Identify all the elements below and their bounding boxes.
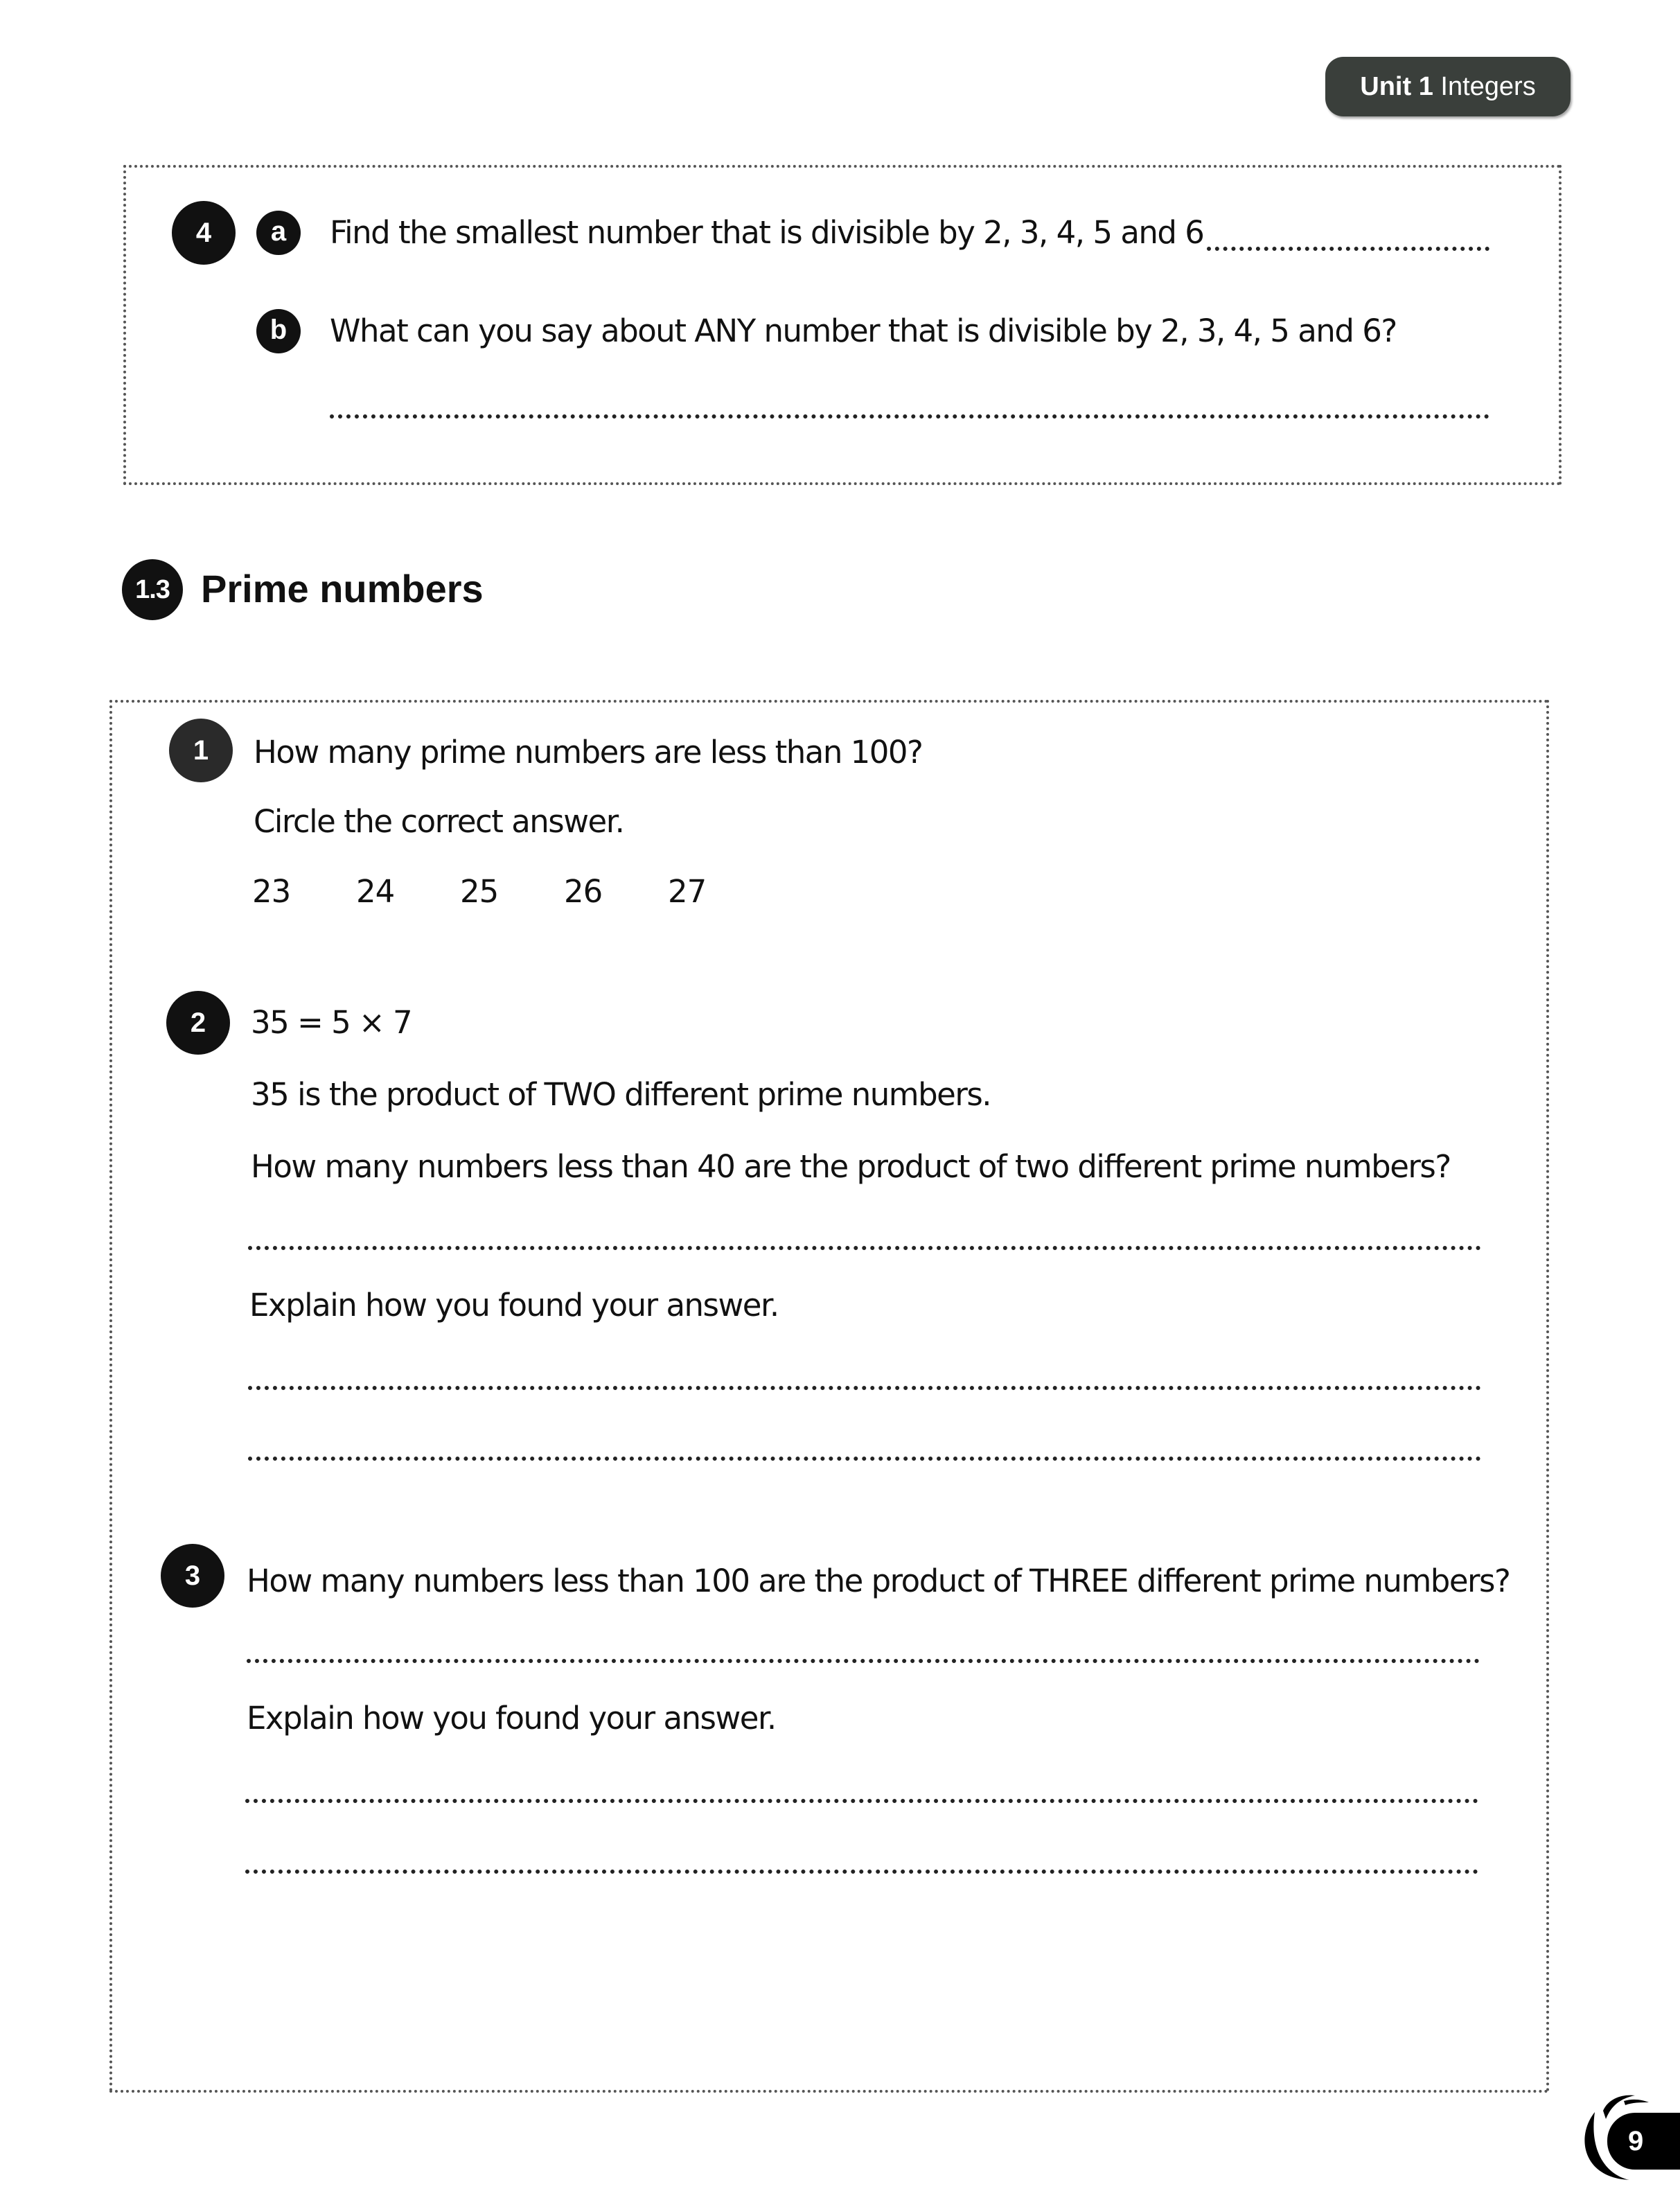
section-number-badge: 1.3	[122, 559, 183, 620]
choice-26[interactable]: 26	[564, 873, 603, 910]
question-3-text: How many numbers less than 100 are the product of THREE different prime numbers?	[247, 1563, 1510, 1599]
explain-line-2a[interactable]	[248, 1386, 1481, 1390]
choice-25[interactable]: 25	[460, 873, 499, 910]
page-number-marker	[1581, 2091, 1680, 2195]
section-title: Prime numbers	[201, 567, 484, 610]
answer-choices	[252, 873, 772, 910]
answer-line-4b[interactable]	[330, 414, 1489, 419]
question-2-statement: 35 is the product of TWO different prime numbers.	[251, 1076, 991, 1113]
question-number-badge: 3	[161, 1544, 224, 1608]
unit-title: Integers	[1440, 72, 1536, 101]
question-number-badge: 4	[172, 201, 236, 265]
question-2-text: How many numbers less than 40 are the product of two different prime numbers?	[251, 1148, 1451, 1185]
unit-header-pill	[1325, 57, 1571, 116]
question-3-explain-prompt: Explain how you found your answer.	[247, 1700, 776, 1736]
answer-line-2[interactable]	[248, 1246, 1481, 1250]
answer-line-4a[interactable]	[1207, 247, 1489, 251]
question-2-explain-prompt: Explain how you found your answer.	[249, 1287, 779, 1324]
question-4a-text: Find the smallest number that is divisible by 2, 3, 4, 5 and 6	[330, 214, 1204, 251]
explain-line-3b[interactable]	[245, 1870, 1478, 1874]
explain-line-3a[interactable]	[245, 1799, 1478, 1803]
question-1-instruction: Circle the correct answer.	[254, 803, 624, 840]
choice-24[interactable]: 24	[356, 873, 395, 910]
unit-label: Unit 1	[1360, 72, 1433, 101]
question-2-equation: 35 = 5 × 7	[251, 1004, 412, 1041]
question-number-badge: 1	[169, 719, 233, 782]
question-number-badge: 2	[166, 991, 230, 1055]
question-4b-text: What can you say about ANY number that is divisible by 2, 3, 4, 5 and 6?	[330, 313, 1397, 349]
question-1-text: How many prime numbers are less than 100?	[254, 734, 923, 771]
page-number: 9	[1607, 2113, 1680, 2170]
part-b-badge: b	[256, 309, 301, 353]
answer-line-3[interactable]	[247, 1659, 1480, 1663]
choice-23[interactable]: 23	[252, 873, 291, 910]
choice-27[interactable]: 27	[668, 873, 707, 910]
part-a-badge: a	[256, 211, 301, 255]
explain-line-2b[interactable]	[248, 1457, 1481, 1461]
